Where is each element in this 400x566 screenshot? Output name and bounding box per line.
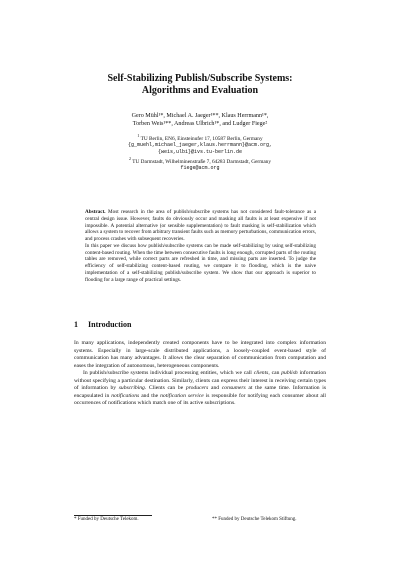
affiliation-1-emails-b: {weis,ulbi}@ivs.tu-berlin.de [157,148,242,155]
authors-line-2: Torben Weis¹**, Andreas Ulbrich¹*, and Ludger Fiege² [132,121,268,128]
authors-line-1: Gero Mühl¹*, Michael A. Jaeger¹**, Klaus Herrmann¹*, [131,113,269,119]
affiliations [60,133,340,172]
paper-title [60,73,340,97]
term-notifications: notifications [111,392,140,399]
intro-text: and [208,385,222,391]
abstract-paragraph-2: In this paper we discuss how publish/subscribe systems can be made self-stabilizing by using self-stabilizing content-based routing. When the time between consecutive faults is long enough, corrupted parts of the routing tables are removed, while correct parts are refreshed in time, and missing parts are inserted. To judge the efficiency of self-stabilizing content-based routing, we compare it to flooding, which is the naive implementation of a self-stabilizing publish/subscribe system. We show that our approach is superior to flooding for a large range of practical settings. [85,242,316,283]
footnote-1: * Funded by Deutsche Telekom. [74,517,139,522]
term-publish: publish [281,370,298,376]
section-number: 1 [74,320,78,329]
title-line-1: Self-Stabilizing Publish/Subscribe Systems: [107,73,293,84]
term-consumers: consumers [221,385,246,391]
abstract [85,209,316,283]
intro-text: information without specifying a particular destination. Similarly, clients can express their interest in receiving certain types of information by [74,370,326,391]
author-list [60,112,340,128]
affiliation-2-email: fiege@acm.org [180,164,220,171]
section-heading [74,320,131,330]
affiliation-2: $^2$ TU Darmstadt, Wilhelminenstraße 7, 64283 Darmstadt, Germany [129,155,271,165]
abstract-paragraph-1 [85,209,316,243]
affiliation-2-address: TU Darmstadt, Wilhelminenstraße 7, 64283 Darmstadt, Germany [132,158,271,165]
affiliation-1: $^1$ TU Berlin, EN6, Einsteinufer 17, 10587 Berlin, Germany [137,133,263,142]
title-line-2: Algorithms and Evaluation [141,85,259,96]
term-notification-service: notification service [160,392,204,399]
abstract-label: Abstract. [85,209,106,215]
footnote-2: ** Funded by Deutsche Telekom Stiftung. [212,517,297,522]
abstract-text-1: Most research in the area of publish/subscribe systems has not considered fault-tolerance as a central design issue. However, faults do obviously occur and masking all faults is at least expensive if not impossible. A potential alternative (or sensible supplementation) to fault masking is self-stabilization which allows a system to recover from arbitrary transient faults such as memory perturbations, communication errors, and process crashes with subsequent recoveries. [85,209,317,242]
intro-paragraph-2 [74,370,326,408]
intro-text: In publish/subscribe systems individual processing entities, which we call [83,370,254,376]
intro-paragraph-1: In many applications, independently created components have to be integrated into complex information systems. Especially in large-scale distributed applications, a loosely-coupled event-based style of communication has many advantages. It allows the clear separation of communication from computation and eases the integration of autonomous, heterogeneous components. [74,340,326,369]
intro-text: at the same time. Information is encapsulated in [74,385,326,399]
term-subscribing: subscribing [118,385,145,391]
section-body [74,340,326,408]
intro-text: is responsible for notifying each consumer about all occurrences of notifications which match one of its active subscriptions. [74,392,326,406]
footnote-rule [74,515,152,516]
intro-text: and the [139,392,161,399]
intro-text: , can [268,370,282,376]
section-title: Introduction [88,320,132,329]
term-clients: clients [253,370,269,376]
intro-text: . Clients can be [144,385,186,391]
term-producers: producers [185,385,209,391]
affiliation-1-emails-a: {g_muehl,michael_jaeger,klaus.herrmann}@acm.org, [127,142,273,149]
affiliation-1-address: TU Berlin, EN6, Einsteinufer 17, 10587 Berlin, Germany [140,135,263,142]
